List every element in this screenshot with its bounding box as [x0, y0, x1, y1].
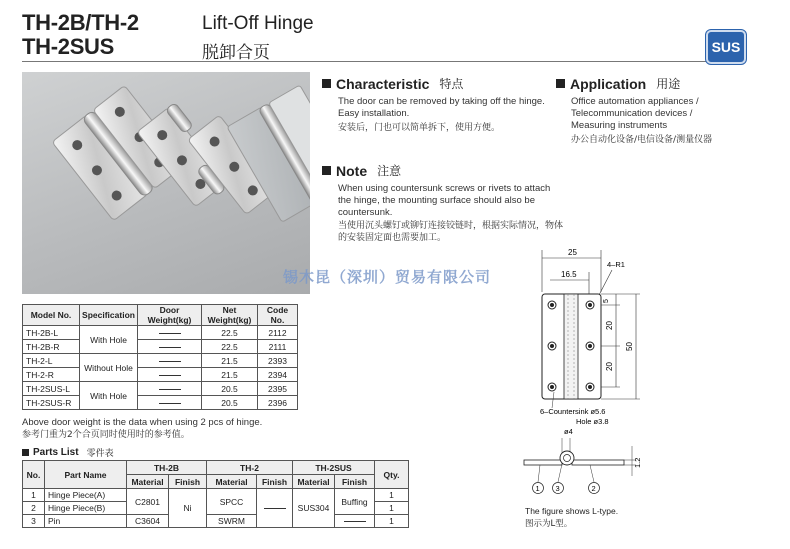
code-cell: 2396 — [258, 396, 298, 410]
part-no-cell: 1 — [23, 489, 45, 502]
net-weight-cell: 21.5 — [202, 368, 258, 382]
application-line: Office automation appliances / — [571, 96, 699, 107]
application-heading — [556, 75, 680, 92]
table-row — [23, 368, 298, 382]
parts-table — [22, 460, 409, 528]
pin-dia-label: ø4 — [564, 427, 573, 436]
dash-mark — [159, 403, 181, 404]
thickness-label: 1.2 — [633, 457, 642, 468]
net-weight-cell: 20.5 — [202, 382, 258, 396]
model-cell: TH-2B-L — [23, 326, 80, 340]
net-weight-cell: 21.5 — [202, 354, 258, 368]
table-row — [23, 396, 298, 410]
dimension-drawing-side — [518, 424, 658, 504]
dash-mark — [159, 347, 181, 348]
drawing-note-zh: 图示为L型。 — [525, 519, 573, 529]
bullet-square-icon — [556, 79, 565, 88]
note-text-en: When using countersunk screws or rivets to attach the hinge, the mounting surface should also be countersunk. — [338, 183, 551, 218]
spec-cell: With Hole — [80, 326, 138, 354]
product-photo — [22, 72, 310, 294]
dim-inner: 16.5 — [561, 270, 577, 279]
spec-table — [22, 304, 298, 410]
dash-mark — [264, 508, 286, 509]
code-cell: 2394 — [258, 368, 298, 382]
header-code: Code No. — [258, 305, 298, 326]
header-group-th2sus: TH-2SUS — [293, 461, 375, 475]
watermark-text: 锡木昆（深圳）贸易有限公司 — [283, 268, 492, 286]
spec-cell: With Hole — [80, 382, 138, 410]
header-qty: Qty. — [375, 461, 409, 489]
dash-mark — [159, 389, 181, 390]
door-weight-cell — [138, 368, 202, 382]
part-name-cell: Hinge Piece(A) — [45, 489, 127, 502]
characteristic-title: Characteristic — [336, 75, 430, 92]
header-finish: Finish — [257, 475, 293, 489]
code-cell: 2393 — [258, 354, 298, 368]
table-row — [23, 340, 298, 354]
dim-radius: 4–R1 — [607, 260, 625, 269]
bullet-square-icon — [322, 166, 331, 175]
application-line: Telecommunication devices / — [571, 108, 693, 119]
application-line: Measuring instruments — [571, 120, 668, 131]
callout-3: 3 — [555, 484, 560, 493]
model-cell: TH-2SUS-L — [23, 382, 80, 396]
th2-material-cell: SWRM — [207, 515, 257, 528]
header-spec: Specification — [80, 305, 138, 326]
drawing-note-en: The figure shows L-type. — [525, 506, 619, 516]
parts-title-zh: 零件表 — [86, 449, 114, 459]
product-name-zh: 脱卸合页 — [202, 43, 270, 63]
characteristic-title-zh: 特点 — [439, 77, 464, 91]
callout-2: 2 — [591, 484, 596, 493]
application-title-zh: 用途 — [656, 77, 681, 91]
th2-material-cell: SPCC — [207, 489, 257, 515]
hole-label: Hole ø3.8 — [576, 417, 609, 426]
parts-header-row — [23, 461, 409, 475]
parts-list-heading — [22, 446, 114, 459]
th2b-finish-cell: Ni — [169, 489, 207, 528]
dim-pitch1: 20 — [605, 321, 614, 330]
product-name-en: Lift-Off Hinge — [202, 13, 314, 34]
model-code-primary: TH-2B/TH-2 — [22, 10, 139, 35]
header-finish: Finish — [169, 475, 207, 489]
th2-finish-cell — [257, 489, 293, 528]
model-cell: TH-2-R — [23, 368, 80, 382]
header-material: Material — [207, 475, 257, 489]
note-title: Note — [336, 162, 368, 179]
note-text-zh: 当使用沉头螺钉或铆钉连接铰链时，根据实际情况，物体的安装固定面也需要加工。 — [338, 221, 564, 243]
code-cell: 2395 — [258, 382, 298, 396]
countersink-label: 6–Countersink ø5.6 — [540, 407, 606, 416]
header-group-th2b: TH-2B — [127, 461, 207, 475]
header-material: Material — [293, 475, 335, 489]
qty-cell: 1 — [375, 515, 409, 528]
dimension-drawing-front — [512, 242, 652, 428]
spec-note-en: Above door weight is the data when using 2 pcs of hinge. — [22, 417, 263, 428]
door-weight-cell — [138, 326, 202, 340]
code-cell: 2111 — [258, 340, 298, 354]
net-weight-cell: 20.5 — [202, 396, 258, 410]
th2b-material-cell: C3604 — [127, 515, 169, 528]
note-title-zh: 注意 — [377, 164, 402, 178]
spec-note-zh: 参考门重为2个合页同时使用时的参考值。 — [22, 430, 190, 440]
spec-table-header-row — [23, 305, 298, 326]
header-finish: Finish — [335, 475, 375, 489]
header-no: No. — [23, 461, 45, 489]
header-net-weight: Net Weight(kg) — [202, 305, 258, 326]
model-cell: TH-2-L — [23, 354, 80, 368]
hinge-photo-illustration — [22, 72, 310, 294]
part-no-cell: 2 — [23, 502, 45, 515]
header-material: Material — [127, 475, 169, 489]
application-text-en — [571, 96, 771, 132]
dash-mark — [344, 521, 366, 522]
model-cell: TH-2B-R — [23, 340, 80, 354]
table-row — [23, 382, 298, 396]
model-code-secondary: TH-2SUS — [22, 34, 115, 59]
spec-cell: Without Hole — [80, 354, 138, 382]
part-no-cell: 3 — [23, 515, 45, 528]
characteristic-heading — [322, 75, 463, 92]
th2b-material-cell: C2801 — [127, 489, 169, 515]
part-name-cell: Pin — [45, 515, 127, 528]
dim-width: 25 — [568, 248, 577, 257]
header-group-th2: TH-2 — [207, 461, 293, 475]
header-part-name: Part Name — [45, 461, 127, 489]
model-cell: TH-2SUS-R — [23, 396, 80, 410]
application-text-zh: 办公自动化设备/电信设备/测量仪器 — [571, 135, 713, 145]
header-door-weight: Door Weight(kg) — [138, 305, 202, 326]
dim-pitch2: 20 — [605, 362, 614, 371]
header-model: Model No. — [23, 305, 80, 326]
door-weight-cell — [138, 396, 202, 410]
note-heading — [322, 162, 401, 179]
application-title: Application — [570, 75, 647, 92]
bullet-square-icon — [22, 449, 29, 456]
th2sus-material-cell: SUS304 — [293, 489, 335, 528]
door-weight-cell — [138, 340, 202, 354]
table-row — [23, 354, 298, 368]
characteristic-text-en: The door can be removed by taking off the hinge. Easy installation. — [338, 96, 545, 119]
bullet-square-icon — [322, 79, 331, 88]
door-weight-cell — [138, 354, 202, 368]
dash-mark — [159, 375, 181, 376]
qty-cell: 1 — [375, 502, 409, 515]
part-name-cell: Hinge Piece(B) — [45, 502, 127, 515]
th2sus-finish-cell: Buffing — [335, 489, 375, 515]
page-header — [22, 8, 746, 62]
net-weight-cell: 22.5 — [202, 326, 258, 340]
table-row — [23, 489, 409, 502]
parts-title: Parts List — [33, 447, 79, 458]
th2sus-finish-cell — [335, 515, 375, 528]
dash-mark — [159, 361, 181, 362]
table-row — [23, 326, 298, 340]
dash-mark — [159, 333, 181, 334]
door-weight-cell — [138, 382, 202, 396]
code-cell: 2112 — [258, 326, 298, 340]
dim-top: 5 — [603, 299, 610, 303]
dim-height: 50 — [625, 342, 634, 351]
net-weight-cell: 22.5 — [202, 340, 258, 354]
callout-1: 1 — [535, 484, 540, 493]
qty-cell: 1 — [375, 489, 409, 502]
characteristic-text-zh: 安装后，门也可以简单拆下，使用方便。 — [338, 123, 501, 133]
sus-badge: SUS — [706, 30, 746, 64]
table-row — [23, 515, 409, 528]
